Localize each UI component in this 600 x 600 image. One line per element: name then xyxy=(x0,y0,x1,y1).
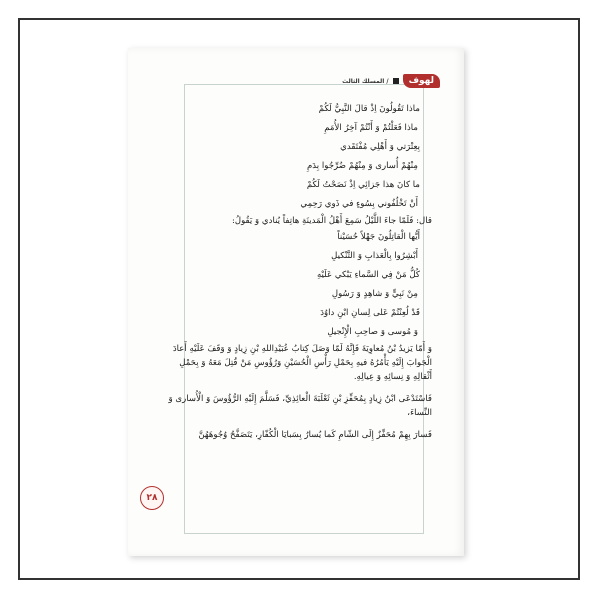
poem-1 xyxy=(158,100,432,214)
paragraph: فَسارَ بِهِمْ مُحَفِّزٌ إِلَى الشّامِ كَما يُسارُ بِسَبايَا الْكُفّارِ، يَتَصَفَّحُ وُجُوهَهُنَّ xyxy=(198,430,432,440)
poem-2 xyxy=(158,228,432,342)
page-header xyxy=(342,74,440,88)
poem-2-line: وَ مُوسى وَ صاحِبِ الْإِنْجيلِ xyxy=(327,327,418,337)
poem-2-line: كُلُّ مَنْ فِي السَّماءِ يَبْكي عَلَيْهِ xyxy=(316,270,420,280)
book-logo: لهوف xyxy=(403,74,440,88)
page-number-badge: ٢٨ xyxy=(140,486,164,510)
poem-2-line: مِنْ نَبِيٍّ وَ شاهِدٍ وَ رَسُولِ xyxy=(331,289,418,299)
poem-2-line: أَبْشِرُوا بِالْعَذابِ وَ التَّنْكيلِ xyxy=(331,251,418,261)
book-page xyxy=(128,48,464,556)
poem-2-line: أَيُّها الْقاتِلُونَ جَهْلاً حُسَيْناً xyxy=(337,232,420,242)
chapter-title: / المسلك الثالث xyxy=(342,77,389,85)
page-content xyxy=(158,100,432,442)
poem-1-line: ما كانَ هذا جَزائِي اِذْ نَصَحْتُ لَكُمْ xyxy=(306,180,420,190)
narrative-line: قال: فَلَمّا جاءَ اللَّيْلُ سَمِعَ أَهْلُ الْمَدينَةِ هاتِفاً يُنادي وَ يَقُولُ: xyxy=(231,216,432,226)
paragraph: فَاسْتَدْعَى ابْنُ زِيادٍ بِمُحَفِّزِ بْنِ ثَعْلَبَةَ الْعائِذِيِّ، فَسَلَّمَ إِلَيْهِ الرُّؤُوسَ وَ الْأُسارى وَ النِّساءَ، xyxy=(168,394,432,418)
poem-2-line: قَدْ لُعِنْتُمْ عَلى لِسانِ ابْنِ داوُدَ xyxy=(320,308,420,318)
paragraph: وَ أَمّا يَزيدُ بْنُ مُعاوِيَةَ فَإِنَّهُ لَمّا وَصَلَ كِتابُ عُبَيْدِاللهِ بْنِ زِيادٍ وَ وَقَفَ عَلَيْهِ أَعادَ الْجَوابَ إِلَيْهِ يَأْمُرُهُ فيهِ بِحَمْلِ رَأْسِ الْحُسَيْنِ وَرُؤُوسِ مَنْ قُتِلَ مَعَهُ وَ بِحَمْلِ أَثْقالِهِ وَ نِسائِهِ وَ عِيالِهِ. xyxy=(172,344,432,382)
header-square-icon xyxy=(393,78,399,84)
poem-1-line: ماذا فَعَلْتُمْ وَ أَنْتُمْ آخِرُ الأُمَمِ xyxy=(324,123,418,133)
poem-1-line: بِعِتْرَتي وَ أَهْلِي مُفْتَقَدي xyxy=(340,142,420,152)
poem-1-line: مِنْهُمْ أُسارى وَ مِنْهُمْ ضُرِّجُوا بِدَمِ xyxy=(306,161,418,171)
poem-1-line: أَنْ تَخْلُفُوني بِسُوءٍ في ذَوي رَحِمِي xyxy=(300,199,418,209)
poem-1-line: ماذا تَقُولُونَ اِذْ قالَ النَّبِيُّ لَكُمْ xyxy=(318,104,420,114)
